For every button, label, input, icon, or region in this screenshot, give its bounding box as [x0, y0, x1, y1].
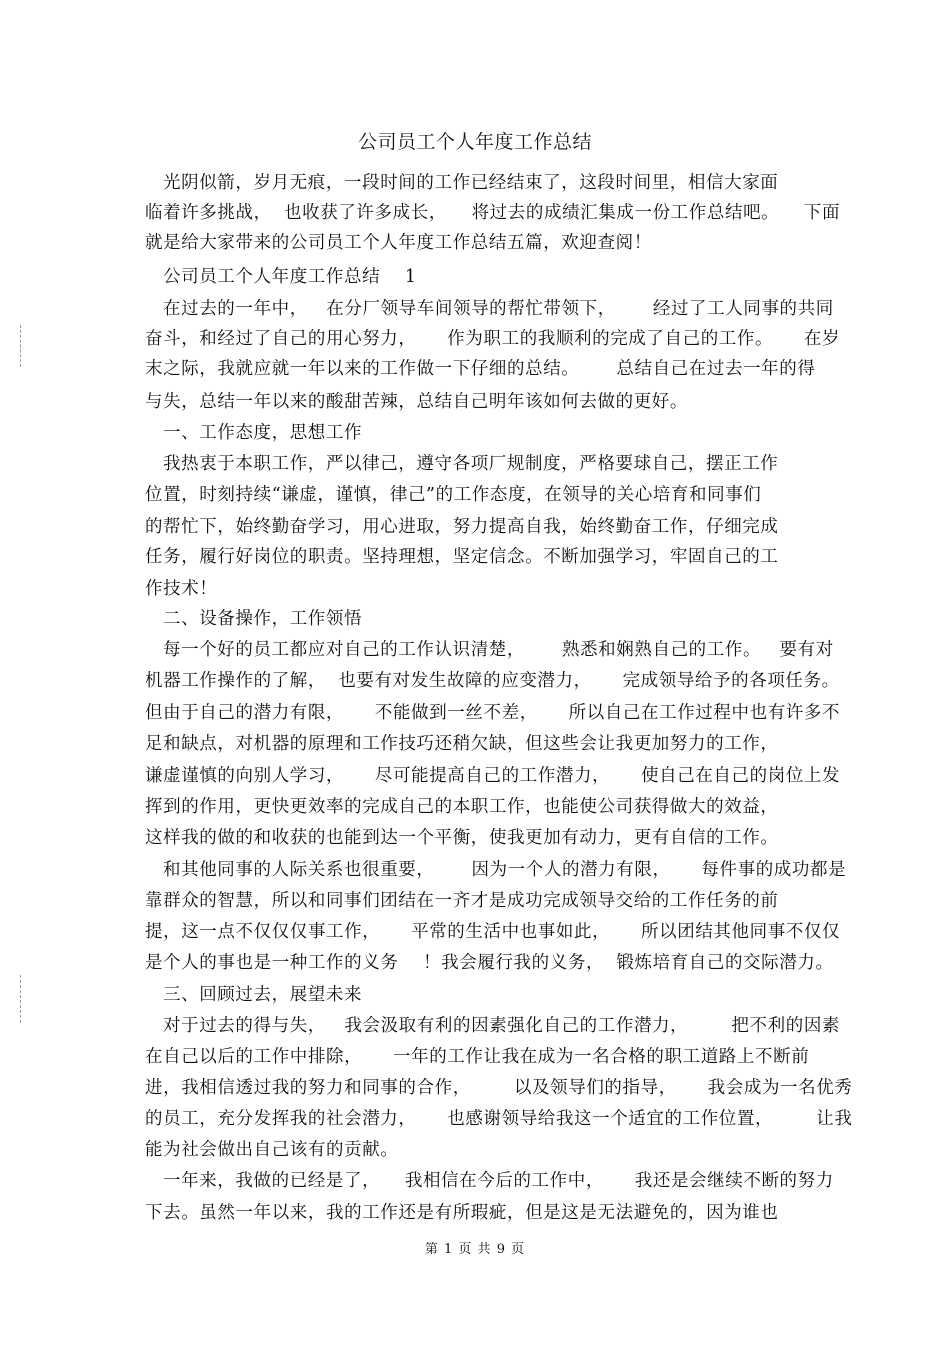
paragraph-line: 临着许多挑战， 也收获了许多成长， 将过去的成绩汇集成一份工作总结吧。 下面 — [145, 203, 841, 223]
paragraph-line: 奋斗，和经过了自己的用心努力， 作为职工的我顺利的完成了自己的工作。 在岁 — [145, 329, 841, 349]
paragraph-line: 提，这一点不仅仅仅事工作， 平常的生活中也事如此， 所以团结其他同事不仅仅 — [145, 922, 841, 942]
paragraph-line: 的员工，充分发挥我的社会潜力， 也感谢领导给我这一个适宜的工作位置， 让我 — [145, 1109, 853, 1129]
paragraph-line: 光阴似箭，岁月无痕，一段时间的工作已经结束了，这段时间里，相信大家面 — [163, 173, 779, 193]
paragraph-line: 每一个好的员工都应对自己的工作认识清楚， 熟悉和娴熟自己的工作。 要有对 — [163, 640, 834, 660]
page-number-footer: 第 1 页 共 9 页 — [424, 1242, 526, 1257]
binding-mark-top — [20, 325, 21, 367]
paragraph-line: 的帮忙下，始终勤奋学习，用心进取，努力提高自我，始终勤奋工作，仔细完成 — [145, 517, 779, 537]
paragraph-line: 末之际，我就应就一年以来的工作做一下仔细的总结。 总结自己在过去一年的得 — [145, 359, 816, 379]
paragraph-line: 在过去的一年中， 在分厂领导车间领导的帮忙带领下， 经过了工人同事的共同 — [163, 299, 834, 319]
paragraph-line: 能为社会做出自己该有的贡献。 — [145, 1140, 399, 1160]
section-heading: 公司员工个人年度工作总结 1 — [163, 267, 417, 287]
paragraph-line: 挥到的作用，更快更效率的完成自己的本职工作，也能使公司获得做大的效益， — [145, 797, 779, 817]
binding-mark-bottom — [20, 975, 21, 1023]
paragraph-line: 作技术！ — [145, 579, 218, 599]
paragraph-line: 靠群众的智慧，所以和同事们团结在一齐才是成功完成领导交给的工作任务的前 — [145, 891, 779, 911]
section-heading: 三、回顾过去，展望未来 — [163, 985, 363, 1005]
paragraph-line: 就是给大家带来的公司员工个人年度工作总结五篇，欢迎查阅！ — [145, 233, 652, 253]
paragraph-line: 机器工作操作的了解， 也要有对发生故障的应变潜力， 完成领导给予的各项任务。 — [145, 671, 840, 691]
paragraph-line: 但由于自己的潜力有限， 不能做到一丝不差， 所以自己在工作过程中也有许多不 — [145, 703, 841, 723]
paragraph-line: 下去。虽然一年以来，我的工作还是有所瑕疵，但是这是无法避免的，因为谁也 — [145, 1203, 779, 1223]
section-heading: 一、工作态度，思想工作 — [163, 423, 363, 443]
paragraph-line: 足和缺点，对机器的原理和工作技巧还稍欠缺，但这些会让我更加努力的工作， — [145, 734, 779, 754]
paragraph-line: 任务，履行好岗位的职责。坚持理想，坚定信念。不断加强学习，牢固自己的工 — [145, 547, 779, 567]
paragraph-line: 在自己以后的工作中排除， 一年的工作让我在成为一名合格的职工道路上不断前 — [145, 1047, 810, 1067]
paragraph-line: 对于过去的得与失， 我会汲取有利的因素强化自己的工作潜力， 把不利的因素 — [163, 1016, 841, 1036]
paragraph-line: 进，我相信透过我的努力和同事的合作， 以及领导们的指导， 我会成为一名优秀 — [145, 1078, 853, 1098]
paragraph-line: 是个人的事也是一种工作的义务 ！我会履行我的义务， 锻炼培育自己的交际潜力。 — [145, 953, 834, 973]
document-title: 公司员工个人年度工作总结 — [357, 131, 592, 153]
paragraph-line: 这样我的做的和收获的也能到达一个平衡，使我更加有动力，更有自信的工作。 — [145, 828, 779, 848]
section-heading: 二、设备操作，工作领悟 — [163, 609, 363, 629]
paragraph-line: 谦虚谨慎的向别人学习， 尽可能提高自己的工作潜力， 使自己在自己的岗位上发 — [145, 766, 841, 786]
paragraph-line: 与失，总结一年以来的酸甜苦辣，总结自己明年该如何去做的更好。 — [145, 392, 688, 412]
paragraph-line: 位置，时刻持续“谦虚，谨慎，律己”的工作态度，在领导的关心培育和同事们 — [145, 485, 762, 505]
paragraph-line: 我热衷于本职工作，严以律己，遵守各项厂规制度，严格要球自己，摆正工作 — [163, 454, 779, 474]
paragraph-line: 一年来，我做的已经是了， 我相信在今后的工作中， 我还是会继续不断的努力 — [163, 1171, 834, 1191]
paragraph-line: 和其他同事的人际关系也很重要， 因为一个人的潜力有限， 每件事的成功都是 — [163, 860, 847, 880]
